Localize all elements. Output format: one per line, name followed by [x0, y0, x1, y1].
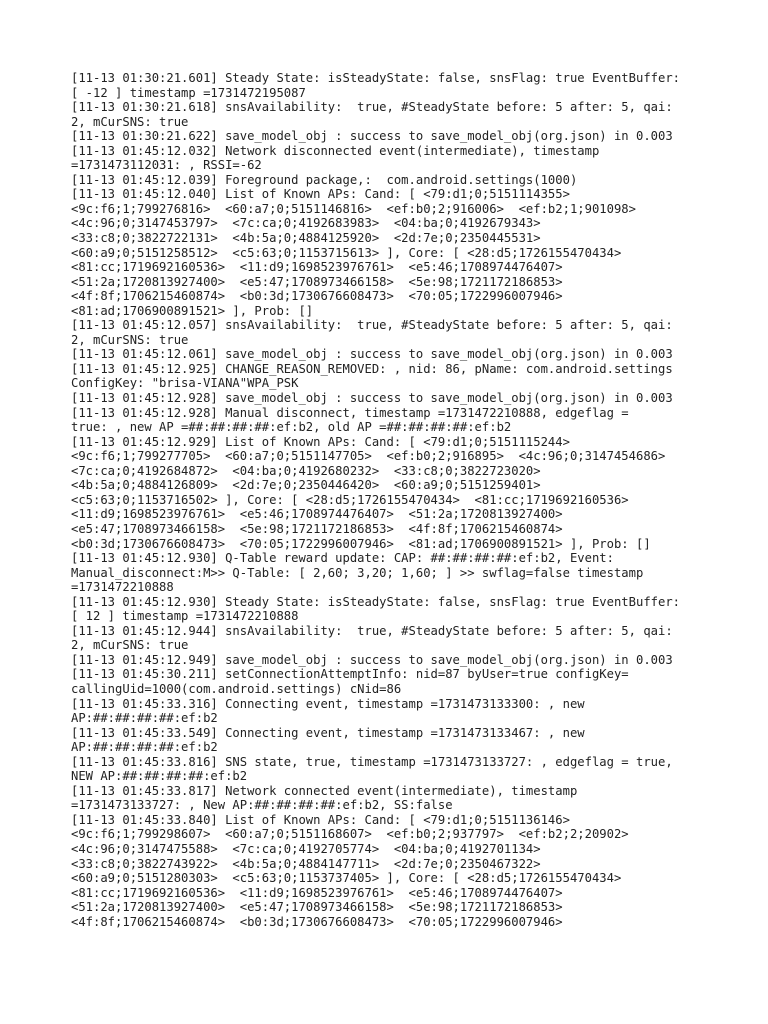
log-line: [11-13 01:45:33.817] Network connected event(intermediate), timestamp — [71, 783, 578, 798]
log-line: <33:c8;0;3822743922> <4b:5a;0;4884147711> <2d:7e;0;2350467322> — [71, 856, 541, 871]
log-line: [11-13 01:30:21.622] save_model_obj : success to save_model_obj(org.json) in 0.003 — [71, 129, 673, 144]
log-line: [11-13 01:45:33.840] List of Known APs: Cand: [ <79:d1;0;5151136146> — [71, 812, 570, 827]
log-line: =1731473112031: , RSSI=-62 — [71, 158, 262, 173]
log-line: [11-13 01:30:21.601] Steady State: isSteadyState: false, snsFlag: true EventBuffer: — [71, 71, 681, 85]
log-line: <c5:63;0;1153716502> ], Core: [ <28:d5;1726155470434> <81:cc;1719692160536> — [71, 492, 629, 507]
log-line: <4b:5a;0;4884126809> <2d:7e;0;2350446420> <60:a9;0;5151259401> — [71, 478, 541, 493]
log-line: [ 12 ] timestamp =1731472210888 — [71, 609, 299, 624]
log-line: <11:d9;1698523976761> <e5:46;1708974476407> <51:2a;1720813927400> — [71, 507, 563, 522]
log-line: NEW AP:##:##:##:##:ef:b2 — [71, 769, 248, 784]
log-line: 2, mCurSNS: true — [71, 332, 189, 347]
log-line: [11-13 01:45:12.057] snsAvailability: true, #SteadyState before: 5 after: 5, qai: — [71, 318, 673, 333]
log-line: <51:2a;1720813927400> <e5:47;1708973466158> <5e:98;1721172186853> — [71, 274, 563, 289]
log-line: [11-13 01:45:12.929] List of Known APs: Cand: [ <79:d1;0;5151115244> — [71, 434, 570, 449]
log-line: [11-13 01:30:21.618] snsAvailability: true, #SteadyState before: 5 after: 5, qai: — [71, 100, 673, 115]
log-line: <7c:ca;0;4192684872> <04:ba;0;4192680232> <33:c8;0;3822723020> — [71, 463, 541, 478]
log-line: callingUid=1000(com.android.settings) cNid=86 — [71, 681, 402, 696]
log-line: <4f:8f;1706215460874> <b0:3d;1730676608473> <70:05;1722996007946> — [71, 289, 563, 304]
log-line: [11-13 01:45:30.211] setConnectionAttemptInfo: nid=87 byUser=true configKey= — [71, 667, 629, 682]
log-line: <51:2a;1720813927400> <e5:47;1708973466158> <5e:98;1721172186853> — [71, 900, 563, 915]
log-line: [11-13 01:45:12.928] Manual disconnect, timestamp =1731472210888, edgeflag = — [71, 405, 629, 420]
log-line: [11-13 01:45:12.949] save_model_obj : success to save_model_obj(org.json) in 0.003 — [71, 652, 673, 667]
log-line: =1731473133727: , New AP:##:##:##:##:ef:b2, SS:false — [71, 798, 453, 813]
log-line: ConfigKey: "brisa-VIANA"WPA_PSK — [71, 376, 299, 391]
log-line: [11-13 01:45:12.928] save_model_obj : success to save_model_obj(org.json) in 0.003 — [71, 391, 673, 406]
log-line: <4c:96;0;3147453797> <7c:ca;0;4192683983> <04:ba;0;4192679343> — [71, 216, 541, 231]
log-line: AP:##:##:##:##:ef:b2 — [71, 740, 218, 755]
log-line: Manual_disconnect:M>> Q-Table: [ 2,60; 3,20; 1,60; ] >> swflag=false timestamp — [71, 565, 644, 580]
log-line: =1731472210888 — [71, 580, 174, 595]
log-line: <4f:8f;1706215460874> <b0:3d;1730676608473> <70:05;1722996007946> — [71, 914, 563, 929]
log-line: [11-13 01:45:33.816] SNS state, true, timestamp =1731473133727: , edgeflag = true, — [71, 754, 673, 769]
log-line: <60:a9;0;5151258512> <c5:63;0;1153715613> ], Core: [ <28:d5;1726155470434> — [71, 245, 622, 260]
log-line: <b0:3d;1730676608473> <70:05;1722996007946> <81:ad;1706900891521> ], Prob: [] — [71, 536, 651, 551]
log-line: <81:cc;1719692160536> <11:d9;1698523976761> <e5:46;1708974476407> — [71, 260, 563, 275]
log-line: [11-13 01:45:12.930] Steady State: isSteadyState: false, snsFlag: true EventBuffer: — [71, 594, 681, 609]
log-line: [11-13 01:45:12.061] save_model_obj : success to save_model_obj(org.json) in 0.003 — [71, 347, 673, 362]
log-line: <33:c8;0;3822722131> <4b:5a;0;4884125920> <2d:7e;0;2350445531> — [71, 231, 541, 246]
log-document — [71, 71, 711, 929]
log-line: [11-13 01:45:12.930] Q-Table reward update: CAP: ##:##:##:##:ef:b2, Event: — [71, 551, 614, 566]
log-line: [11-13 01:45:12.944] snsAvailability: true, #SteadyState before: 5 after: 5, qai: — [71, 623, 673, 638]
log-line: [11-13 01:45:12.040] List of Known APs: Cand: [ <79:d1;0;5151114355> — [71, 187, 570, 202]
log-line: AP:##:##:##:##:ef:b2 — [71, 711, 218, 726]
log-line: [11-13 01:45:33.549] Connecting event, timestamp =1731473133467: , new — [71, 725, 585, 740]
log-line: <9c:f6;1;799276816> <60:a7;0;5151146816> <ef:b0;2;916006> <ef:b2;1;901098> — [71, 201, 636, 216]
log-line: <4c:96;0;3147475588> <7c:ca;0;4192705774> <04:ba;0;4192701134> — [71, 841, 541, 856]
log-line: 2, mCurSNS: true — [71, 638, 189, 653]
log-line: <9c:f6;1;799298607> <60:a7;0;5151168607> <ef:b0;2;937797> <ef:b2;2;20902> — [71, 827, 629, 842]
log-line: true: , new AP =##:##:##:##:ef:b2, old AP =##:##:##:##:ef:b2 — [71, 420, 512, 435]
log-line: [11-13 01:45:12.925] CHANGE_REASON_REMOVED: , nid: 86, pName: com.android.settings — [71, 361, 673, 376]
log-line: [11-13 01:45:12.039] Foreground package,: com.android.settings(1000) — [71, 172, 578, 187]
log-line: 2, mCurSNS: true — [71, 114, 189, 129]
log-line: <e5:47;1708973466158> <5e:98;1721172186853> <4f:8f;1706215460874> — [71, 521, 563, 536]
log-line: <9c:f6;1;799277705> <60:a7;0;5151147705> <ef:b0;2;916895> <4c:96;0;3147454686> — [71, 449, 666, 464]
log-line: [ -12 ] timestamp =1731472195087 — [71, 85, 306, 100]
log-line: <81:ad;1706900891521> ], Prob: [] — [71, 303, 314, 318]
log-line: [11-13 01:45:12.032] Network disconnected event(intermediate), timestamp — [71, 143, 600, 158]
log-line: <81:cc;1719692160536> <11:d9;1698523976761> <e5:46;1708974476407> — [71, 885, 563, 900]
log-line: [11-13 01:45:33.316] Connecting event, timestamp =1731473133300: , new — [71, 696, 585, 711]
log-line: <60:a9;0;5151280303> <c5:63;0;1153737405> ], Core: [ <28:d5;1726155470434> — [71, 871, 622, 886]
